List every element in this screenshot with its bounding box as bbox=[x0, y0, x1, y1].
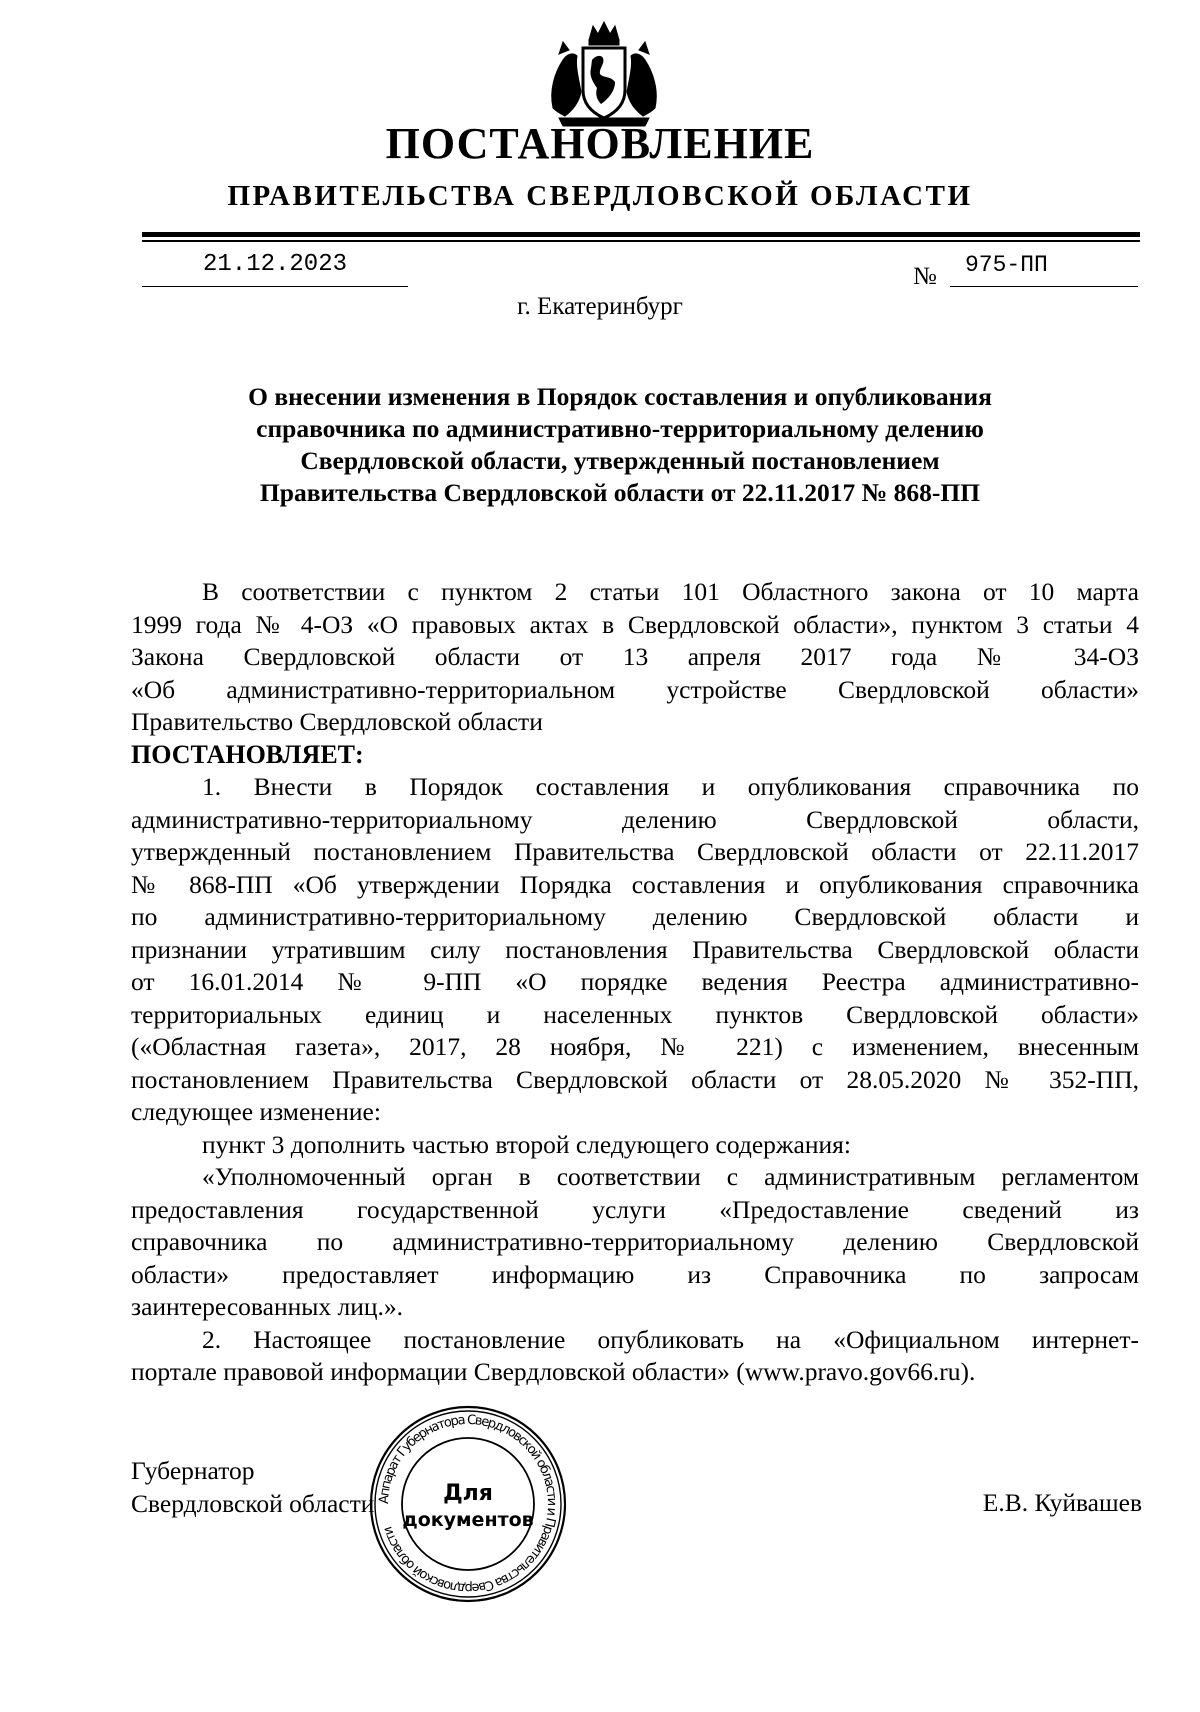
subject-line: О внесении изменения в Порядок составления и опубликования bbox=[248, 382, 992, 411]
body-line: «Уполномоченный орган в соответствии с административным регламентом bbox=[202, 1162, 1139, 1191]
document-number: 975-ПП bbox=[950, 250, 1138, 287]
body-line: области» предоставляет информацию из Справочника по запросам bbox=[131, 1259, 1139, 1289]
decree-heading: ПОСТАНОВЛЯЕТ: bbox=[131, 739, 364, 769]
body-line: Правительство Свердловской области bbox=[131, 707, 543, 736]
document-body bbox=[131, 576, 1139, 1389]
subject-line: Правительства Свердловской области от 22.11.2017 № 868-ПП bbox=[259, 478, 981, 507]
body-line: «Об административно-территориальном устройстве Свердловской области» bbox=[131, 674, 1139, 704]
body-line: 1. Внести в Порядок составления и опубликования справочника по bbox=[202, 772, 1139, 801]
document-date: 21.12.2023 bbox=[142, 250, 408, 287]
stamp-center-line: Для bbox=[443, 1481, 493, 1506]
body-line: постановлением Правительства Свердловской области от 28.05.2020 № 352-ПП, bbox=[131, 1064, 1139, 1094]
body-line: утвержденный постановлением Правительства Свердловской области от 22.11.2017 bbox=[131, 837, 1139, 866]
signatory-name: Е.В. Куйвашев bbox=[982, 1488, 1142, 1517]
signatory-position-line: Свердловской области bbox=[131, 1488, 375, 1518]
signatory-position bbox=[131, 1455, 374, 1520]
body-line: 1999 года № 4-ОЗ «О правовых актах в Свердловской области», пунктом 3 статьи 4 bbox=[131, 609, 1139, 639]
body-line: административно-территориальному делению Свердловской области, bbox=[131, 804, 1139, 834]
body-line: («Областная газета», 2017, 28 ноября, № 221) с изменением, внесенным bbox=[131, 1032, 1139, 1061]
number-sign: № bbox=[913, 263, 937, 290]
body-line: № 868-ПП «Об утверждении Порядка составления и опубликования справочника bbox=[131, 869, 1139, 899]
document-title: ПОСТАНОВЛЕНИЕ bbox=[385, 119, 815, 168]
body-line: признании утратившим силу постановления Правительства Свердловской области bbox=[131, 934, 1139, 964]
body-line: следующее изменение: bbox=[131, 1097, 381, 1126]
round-seal-icon bbox=[368, 1404, 568, 1604]
stamp-center-line: документов bbox=[402, 1509, 534, 1531]
document-subject bbox=[130, 381, 1110, 509]
signatory-position-line: Губернатор bbox=[131, 1456, 255, 1485]
body-line: 2. Настоящее постановление опубликовать на «Официальном интернет- bbox=[202, 1324, 1139, 1354]
body-line: портале правовой информации Свердловской области» (www.pravo.gov66.ru). bbox=[131, 1357, 976, 1386]
document-subtitle: ПРАВИТЕЛЬСТВА СВЕРДЛОВСКОЙ ОБЛАСТИ bbox=[227, 180, 973, 212]
body-line: заинтересованных лиц.». bbox=[131, 1292, 404, 1321]
body-line: предоставления государственной услуги «Предоставление сведений из bbox=[131, 1194, 1139, 1224]
stamp-ring-text: Аппарат Губернатора Свердловской области и Правительства Свердловской области bbox=[376, 1412, 560, 1596]
body-line: по административно-территориальному делению Свердловской области и bbox=[131, 902, 1139, 931]
document-city: г. Екатеринбург bbox=[517, 293, 683, 320]
body-line: Закона Свердловской области от 13 апреля 2017 года № 34-ОЗ bbox=[131, 642, 1139, 671]
coat-of-arms-icon bbox=[545, 20, 663, 130]
header-rule-thin bbox=[142, 240, 1140, 242]
body-line: территориальных единиц и населенных пунктов Свердловской области» bbox=[131, 999, 1139, 1029]
body-line: справочника по административно-территориальному делению Свердловской bbox=[131, 1227, 1139, 1256]
header-rule-thick bbox=[142, 232, 1140, 237]
body-line: В соответствии с пунктом 2 статьи 101 Областного закона от 10 марта bbox=[202, 577, 1139, 606]
body-line: пункт 3 дополнить частью второй следующего содержания: bbox=[202, 1129, 851, 1159]
subject-line: Свердловской области, утвержденный постановлением bbox=[300, 446, 940, 475]
body-line: от 16.01.2014 № 9-ПП «О порядке ведения Реестра административно- bbox=[131, 967, 1139, 996]
subject-line: справочника по административно-территориальному делению bbox=[256, 414, 984, 443]
